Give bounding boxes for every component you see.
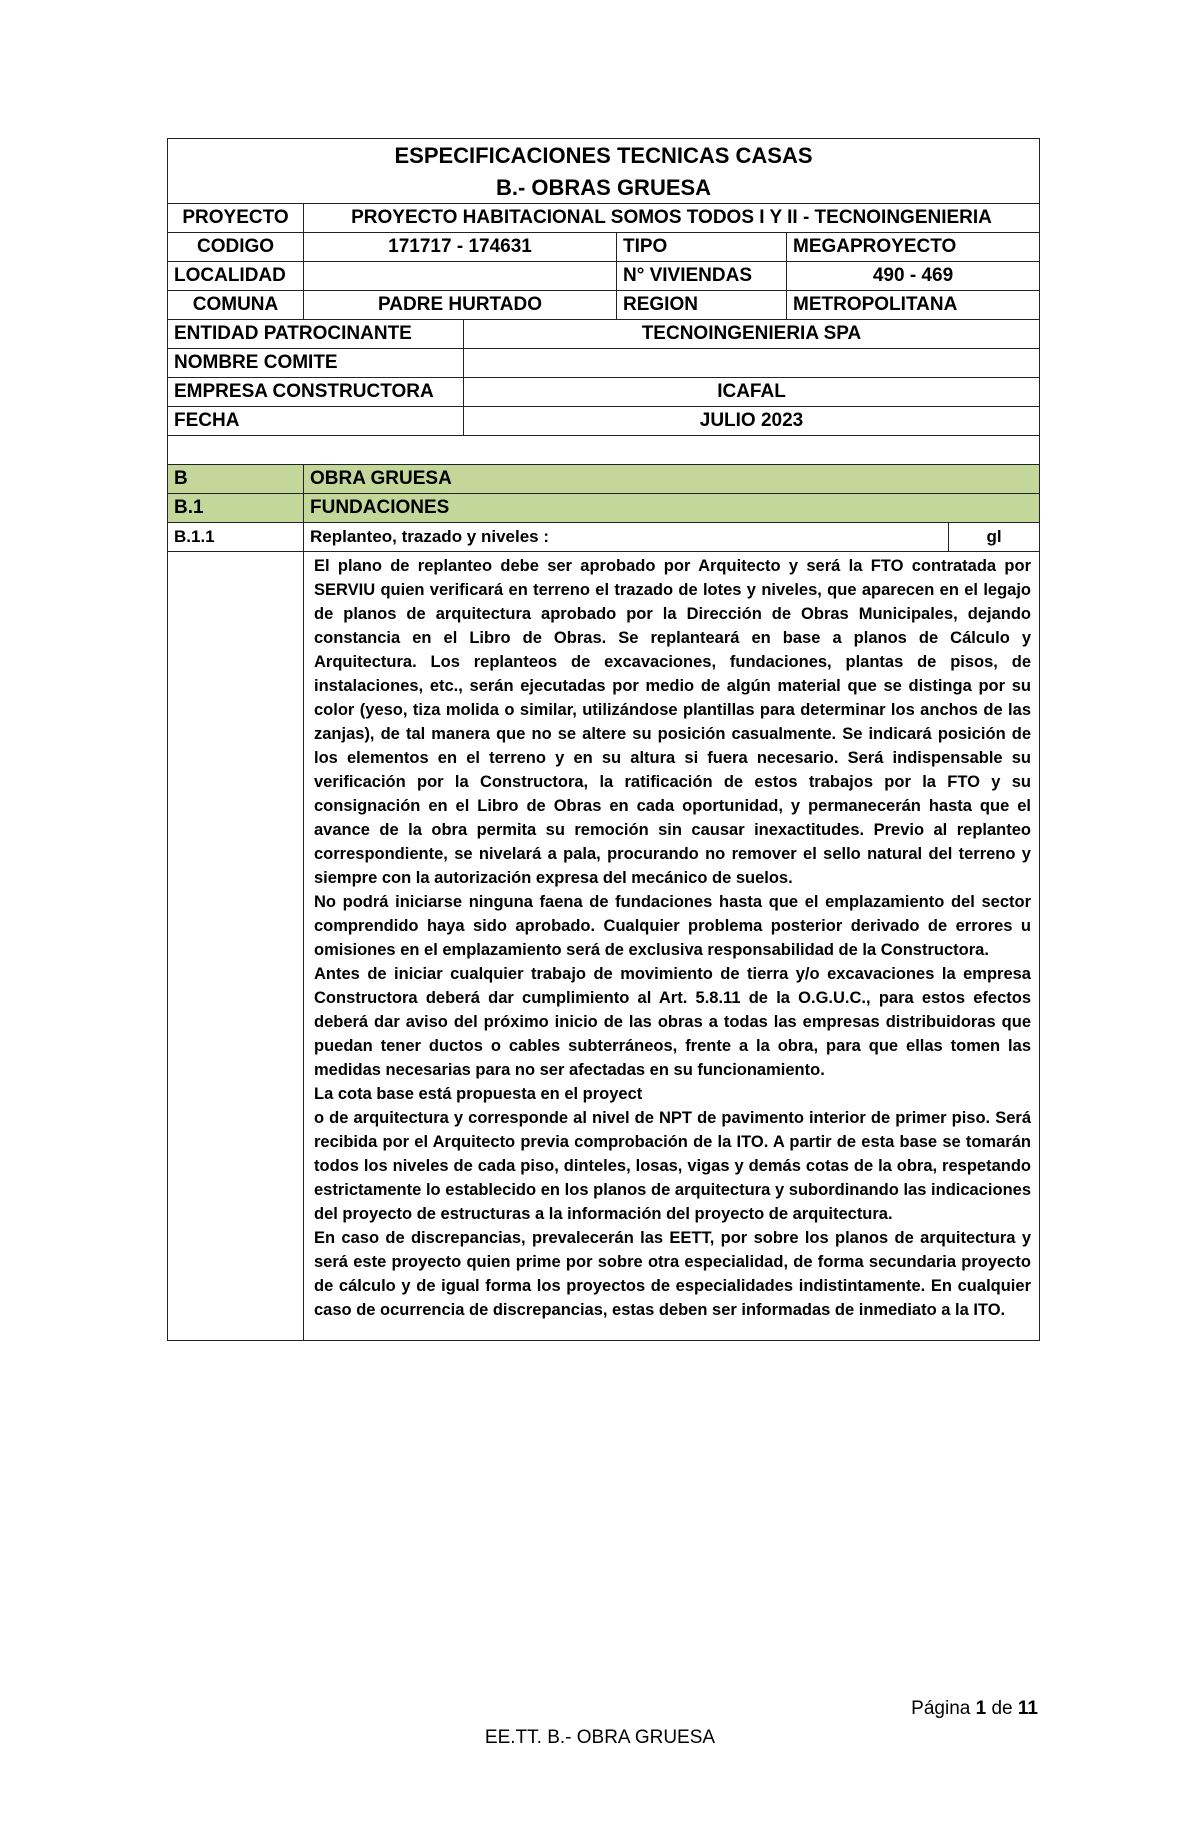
section-b1-code: B.1 <box>168 493 304 522</box>
document-subtitle: B.- OBRAS GRUESA <box>168 173 1040 204</box>
codigo-value: 171717 - 174631 <box>304 233 617 262</box>
section-b1-title: FUNDACIONES <box>304 493 1040 522</box>
item-b11-code: B.1.1 <box>168 522 304 551</box>
comite-label: NOMBRE COMITE <box>168 349 464 378</box>
item-b11-unit: gl <box>949 522 1040 551</box>
comuna-label: COMUNA <box>168 291 304 320</box>
header-table <box>167 138 1040 465</box>
paragraph-cota-base-b: o de arquitectura y corresponde al nivel de NPT de pavimento interior de primer piso. Será recibida por el Arquitecto previa comprobación de la ITO. A partir de esta base se tomarán todos los niveles de cada piso, dinteles, losas, vigas y demás cotas de la obra, respetando estrictamente lo establecido en los planos de arquitectura y subordinando las indicaciones del proyecto de estructuras a la información del proyecto de arquitectura. <box>314 1108 1031 1223</box>
empresa-label: EMPRESA CONSTRUCTORA <box>168 378 464 407</box>
section-b-code: B <box>168 464 304 493</box>
tipo-value: MEGAPROYECTO <box>787 233 1040 262</box>
comite-value <box>464 349 1040 378</box>
body-left-blank <box>168 551 304 1340</box>
spec-document <box>167 138 1039 1341</box>
paragraph-replanteo: El plano de replanteo debe ser aprobado por Arquitecto y será la FTO contratada por SERVIU quien verificará en terreno el trazado de lotes y niveles, que aparecen en el legajo de planos de arquitectura aprobado por la Dirección de Obras Municipales, dejando constancia en el Libro de Obras. Se replanteará en base a planos de Cálculo y Arquitectura. Los replanteos de excavaciones, fundaciones, plantas de pisos, de instalaciones, etc., serán ejecutadas por medio de algún material que se distinga por su color (yeso, tiza molida o similar, utilizándose plantillas para determinar los anchos de las zanjas), de tal manera que no se altere su posición casualmente. Se indicará posición de los elementos en el terreno y en su altura si fuera necesario. Será indispensable su verificación por la Constructora, la ratificación de estos trabajos por la FTO y su consignación en el Libro de Obras en cada oportunidad, y permanecerán hasta que el avance de la obra permita su remoción sin causar inexactitudes. Previo al replanteo correspondiente, se nivelará a pala, procurando no remover el sello natural del terreno y siempre con la autorización expresa del mecánico de suelos. <box>314 556 1031 887</box>
region-value: METROPOLITANA <box>787 291 1040 320</box>
proyecto-label: PROYECTO <box>168 204 304 233</box>
paragraph-ogu-c: Antes de iniciar cualquier trabajo de movimiento de tierra y/o excavaciones la empresa Constructora deberá dar cumplimiento al Art. 5.8.11 de la O.G.U.C., para estos efectos deberá dar aviso del próximo inicio de las obras a todas las empresas distribuidoras que puedan tener ductos o cables subterráneos, frente a la obra, para que ellas tomen las medidas necesarias para no ser afectadas en su funcionamiento. <box>314 964 1031 1079</box>
page-number: Página 1 de 11 <box>911 1698 1038 1719</box>
tipo-label: TIPO <box>617 233 787 262</box>
paragraph-emplazamiento: No podrá iniciarse ninguna faena de fundaciones hasta que el emplazamiento del sector comprendido haya sido aprobado. Cualquier problema posterior derivado de errores u omisiones en el emplazamiento será de exclusiva responsabilidad de la Constructora. <box>314 892 1031 959</box>
localidad-label: LOCALIDAD <box>168 262 304 291</box>
fecha-label: FECHA <box>168 407 464 436</box>
entidad-label: ENTIDAD PATROCINANTE <box>168 320 464 349</box>
fecha-value: JULIO 2023 <box>464 407 1040 436</box>
specification-text <box>304 551 1040 1340</box>
paragraph-discrepancias: En caso de discrepancias, prevalecerán las EETT, por sobre los planos de arquitectura y será este proyecto quien prime por sobre otra especialidad, de forma secundaria proyecto de cálculo y de igual forma los proyectos de especialidades indistintamente. En cualquier caso de ocurrencia de discrepancias, estas deben ser informadas de inmediato a la ITO. <box>314 1228 1031 1319</box>
footer-document-title: EE.TT. B.- OBRA GRUESA <box>484 1727 716 1748</box>
item-b11-title: Replanteo, trazado y niveles : <box>304 522 949 551</box>
section-b-title: OBRA GRUESA <box>304 464 1040 493</box>
comuna-value: PADRE HURTADO <box>304 291 617 320</box>
content-table <box>167 464 1040 1341</box>
proyecto-value: PROYECTO HABITACIONAL SOMOS TODOS I Y II - TECNOINGENIERIA <box>304 204 1040 233</box>
document-title: ESPECIFICACIONES TECNICAS CASAS <box>168 139 1040 174</box>
empresa-value: ICAFAL <box>464 378 1040 407</box>
spacer-row <box>168 436 1040 465</box>
viviendas-value: 490 - 469 <box>787 262 1040 291</box>
region-label: REGION <box>617 291 787 320</box>
entidad-value: TECNOINGENIERIA SPA <box>464 320 1040 349</box>
viviendas-label: N° VIVIENDAS <box>617 262 787 291</box>
paragraph-cota-base-a: La cota base está propuesta en el proyect <box>314 1084 643 1103</box>
codigo-label: CODIGO <box>168 233 304 262</box>
localidad-value <box>304 262 617 291</box>
